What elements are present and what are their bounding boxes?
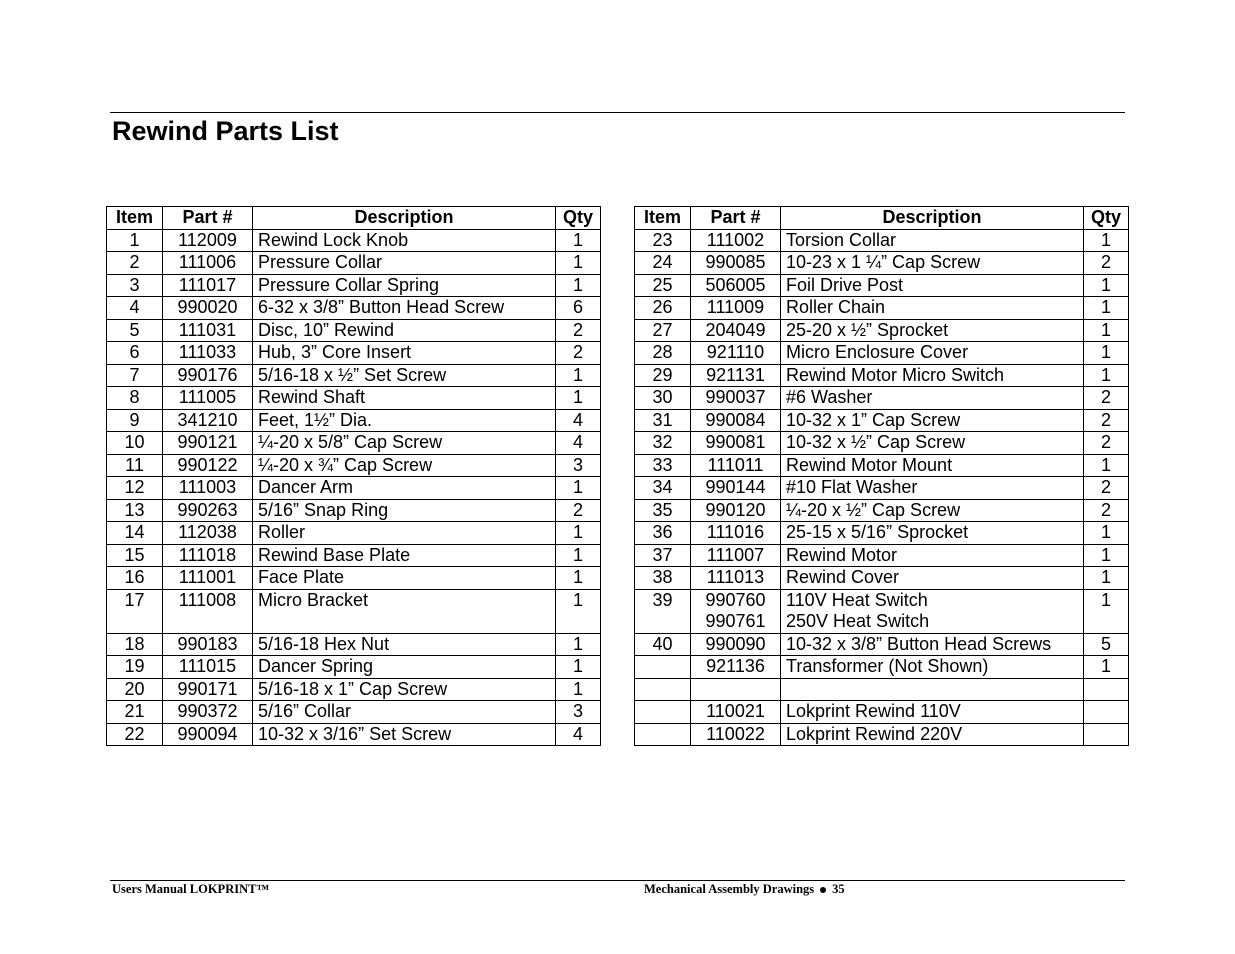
header-item: Item <box>107 207 163 230</box>
description-cell: Rewind Motor Micro Switch <box>781 364 1084 387</box>
qty-cell: 1 <box>556 656 601 679</box>
part-number-cell: 111008 <box>163 589 253 633</box>
item-cell: 11 <box>107 454 163 477</box>
description-cell: 5/16-18 x ½” Set Screw <box>253 364 556 387</box>
item-cell: 10 <box>107 432 163 455</box>
part-number-cell: 111003 <box>163 477 253 500</box>
qty-cell: 4 <box>556 409 601 432</box>
header-qty: Qty <box>556 207 601 230</box>
part-number-cell: 111017 <box>163 274 253 297</box>
parts-table-right <box>634 206 1129 746</box>
parts-table-left <box>106 206 601 746</box>
item-cell <box>635 723 691 746</box>
description-cell: 110V Heat Switch 250V Heat Switch <box>781 589 1084 633</box>
qty-cell: 5 <box>1084 633 1129 656</box>
part-number-cell: 112009 <box>163 229 253 252</box>
qty-cell: 1 <box>556 544 601 567</box>
description-cell: Rewind Shaft <box>253 387 556 410</box>
item-cell: 36 <box>635 522 691 545</box>
qty-cell: 1 <box>1084 319 1129 342</box>
table-row <box>107 409 601 432</box>
description-cell: Rewind Motor <box>781 544 1084 567</box>
description-cell: Rewind Motor Mount <box>781 454 1084 477</box>
qty-cell: 1 <box>1084 297 1129 320</box>
item-cell: 24 <box>635 252 691 275</box>
qty-cell: 2 <box>1084 499 1129 522</box>
qty-cell: 1 <box>556 364 601 387</box>
description-cell: ¼-20 x ½” Cap Screw <box>781 499 1084 522</box>
description-cell: 5/16-18 x 1” Cap Screw <box>253 678 556 701</box>
table-row <box>635 723 1129 746</box>
table-header-row <box>635 207 1129 230</box>
qty-cell: 2 <box>1084 387 1129 410</box>
part-number-cell: 990020 <box>163 297 253 320</box>
qty-cell: 4 <box>556 432 601 455</box>
table-row <box>107 723 601 746</box>
item-cell: 21 <box>107 701 163 724</box>
item-cell: 18 <box>107 633 163 656</box>
item-cell: 37 <box>635 544 691 567</box>
part-number-cell: 111009 <box>691 297 781 320</box>
item-cell: 30 <box>635 387 691 410</box>
part-number-cell: 990760 990761 <box>691 589 781 633</box>
table-row <box>635 387 1129 410</box>
description-cell: 10-23 x 1 ¼” Cap Screw <box>781 252 1084 275</box>
item-cell: 27 <box>635 319 691 342</box>
part-number-cell: 990263 <box>163 499 253 522</box>
item-cell: 13 <box>107 499 163 522</box>
part-number-cell: 111016 <box>691 522 781 545</box>
item-cell: 15 <box>107 544 163 567</box>
table-row <box>107 567 601 590</box>
description-cell: 10-32 x ½” Cap Screw <box>781 432 1084 455</box>
qty-cell: 1 <box>1084 454 1129 477</box>
item-cell: 35 <box>635 499 691 522</box>
qty-cell: 2 <box>1084 252 1129 275</box>
item-cell: 25 <box>635 274 691 297</box>
qty-cell <box>1084 723 1129 746</box>
qty-cell <box>1084 701 1129 724</box>
description-cell: Lokprint Rewind 220V <box>781 723 1084 746</box>
table-row <box>107 364 601 387</box>
item-cell: 7 <box>107 364 163 387</box>
header-part: Part # <box>691 207 781 230</box>
table-row <box>107 387 601 410</box>
qty-cell: 1 <box>1084 522 1129 545</box>
table-row <box>635 633 1129 656</box>
table-row <box>635 567 1129 590</box>
table-row <box>635 364 1129 387</box>
part-number-cell: 990176 <box>163 364 253 387</box>
table-row <box>635 454 1129 477</box>
qty-cell: 1 <box>1084 567 1129 590</box>
description-cell: Dancer Arm <box>253 477 556 500</box>
description-cell: Hub, 3” Core Insert <box>253 342 556 365</box>
qty-cell: 1 <box>556 678 601 701</box>
description-cell: Rewind Base Plate <box>253 544 556 567</box>
description-cell: 25-15 x 5/16” Sprocket <box>781 522 1084 545</box>
item-cell: 38 <box>635 567 691 590</box>
qty-cell: 1 <box>1084 656 1129 679</box>
description-cell: 6-32 x 3/8” Button Head Screw <box>253 297 556 320</box>
part-number-cell: 111005 <box>163 387 253 410</box>
item-cell: 4 <box>107 297 163 320</box>
qty-cell: 3 <box>556 454 601 477</box>
qty-cell: 2 <box>556 499 601 522</box>
item-cell: 9 <box>107 409 163 432</box>
description-cell: 5/16” Snap Ring <box>253 499 556 522</box>
description-cell: 10-32 x 3/8” Button Head Screws <box>781 633 1084 656</box>
part-number-cell: 990122 <box>163 454 253 477</box>
item-cell: 5 <box>107 319 163 342</box>
part-number-cell: 111002 <box>691 229 781 252</box>
qty-cell: 1 <box>556 252 601 275</box>
item-cell: 40 <box>635 633 691 656</box>
item-cell <box>635 678 691 701</box>
item-cell: 12 <box>107 477 163 500</box>
part-number-cell: 990084 <box>691 409 781 432</box>
parts-table-right-body <box>635 229 1129 746</box>
table-row <box>107 522 601 545</box>
part-number-cell: 990081 <box>691 432 781 455</box>
footer-rule <box>110 880 1125 881</box>
item-cell <box>635 656 691 679</box>
part-number-cell: 111013 <box>691 567 781 590</box>
description-cell: ¼-20 x 5/8” Cap Screw <box>253 432 556 455</box>
item-cell: 22 <box>107 723 163 746</box>
table-row <box>107 432 601 455</box>
part-number-cell: 110021 <box>691 701 781 724</box>
table-row <box>635 678 1129 701</box>
description-cell: Roller <box>253 522 556 545</box>
header-qty: Qty <box>1084 207 1129 230</box>
table-row <box>107 589 601 633</box>
part-number-cell: 990171 <box>163 678 253 701</box>
table-row <box>107 477 601 500</box>
table-row <box>635 229 1129 252</box>
item-cell: 3 <box>107 274 163 297</box>
part-number-cell: 506005 <box>691 274 781 297</box>
part-number-cell: 111001 <box>163 567 253 590</box>
qty-cell: 6 <box>556 297 601 320</box>
item-cell: 17 <box>107 589 163 633</box>
description-cell: Lokprint Rewind 110V <box>781 701 1084 724</box>
table-row <box>635 432 1129 455</box>
part-number-cell: 921136 <box>691 656 781 679</box>
part-number-cell: 990144 <box>691 477 781 500</box>
qty-cell: 2 <box>1084 477 1129 500</box>
part-number-cell: 111031 <box>163 319 253 342</box>
part-number-cell: 990121 <box>163 432 253 455</box>
item-cell: 31 <box>635 409 691 432</box>
description-cell: Pressure Collar <box>253 252 556 275</box>
table-row <box>635 342 1129 365</box>
part-number-cell: 990085 <box>691 252 781 275</box>
table-row <box>635 499 1129 522</box>
table-row <box>635 544 1129 567</box>
qty-cell: 1 <box>1084 544 1129 567</box>
qty-cell: 1 <box>556 522 601 545</box>
part-number-cell: 111018 <box>163 544 253 567</box>
qty-cell: 1 <box>1084 274 1129 297</box>
table-row <box>107 499 601 522</box>
table-row <box>635 319 1129 342</box>
table-row <box>107 701 601 724</box>
table-row <box>635 274 1129 297</box>
qty-cell: 1 <box>556 633 601 656</box>
description-cell: Torsion Collar <box>781 229 1084 252</box>
description-cell: Face Plate <box>253 567 556 590</box>
item-cell: 26 <box>635 297 691 320</box>
table-row <box>107 544 601 567</box>
part-number-cell: 111007 <box>691 544 781 567</box>
description-cell: 5/16” Collar <box>253 701 556 724</box>
table-row <box>635 252 1129 275</box>
item-cell: 14 <box>107 522 163 545</box>
item-cell: 19 <box>107 656 163 679</box>
footer-section <box>644 882 845 897</box>
table-row <box>107 297 601 320</box>
table-row <box>107 229 601 252</box>
qty-cell: 1 <box>556 567 601 590</box>
item-cell: 23 <box>635 229 691 252</box>
qty-cell: 1 <box>1084 364 1129 387</box>
table-row <box>107 274 601 297</box>
qty-cell: 4 <box>556 723 601 746</box>
header-description: Description <box>781 207 1084 230</box>
table-row <box>107 252 601 275</box>
qty-cell: 2 <box>556 342 601 365</box>
item-cell: 34 <box>635 477 691 500</box>
footer-manual-title: Users Manual LOKPRINT™ <box>112 882 269 896</box>
description-cell: Micro Enclosure Cover <box>781 342 1084 365</box>
qty-cell: 2 <box>1084 432 1129 455</box>
table-row <box>107 319 601 342</box>
header-description: Description <box>253 207 556 230</box>
part-number-cell: 921110 <box>691 342 781 365</box>
description-cell <box>781 678 1084 701</box>
page-title: Rewind Parts List <box>112 116 339 146</box>
item-cell: 28 <box>635 342 691 365</box>
table-row <box>107 678 601 701</box>
description-cell: ¼-20 x ¾” Cap Screw <box>253 454 556 477</box>
bullet-icon <box>820 887 826 893</box>
part-number-cell: 341210 <box>163 409 253 432</box>
item-cell: 32 <box>635 432 691 455</box>
description-cell: Foil Drive Post <box>781 274 1084 297</box>
table-row <box>635 589 1129 633</box>
footer-section-title: Mechanical Assembly Drawings <box>644 882 815 896</box>
item-cell <box>635 701 691 724</box>
description-cell: Roller Chain <box>781 297 1084 320</box>
table-row <box>635 477 1129 500</box>
item-cell: 6 <box>107 342 163 365</box>
table-row <box>107 656 601 679</box>
description-cell: Transformer (Not Shown) <box>781 656 1084 679</box>
description-cell: 10-32 x 3/16” Set Screw <box>253 723 556 746</box>
description-cell: Pressure Collar Spring <box>253 274 556 297</box>
page-number: 35 <box>832 882 845 896</box>
part-number-cell: 990090 <box>691 633 781 656</box>
part-number-cell: 112038 <box>163 522 253 545</box>
item-cell: 29 <box>635 364 691 387</box>
description-cell: 10-32 x 1” Cap Screw <box>781 409 1084 432</box>
header-part: Part # <box>163 207 253 230</box>
qty-cell: 1 <box>1084 229 1129 252</box>
qty-cell: 1 <box>556 229 601 252</box>
description-cell: Rewind Cover <box>781 567 1084 590</box>
part-number-cell: 921131 <box>691 364 781 387</box>
qty-cell: 1 <box>1084 342 1129 365</box>
part-number-cell: 111011 <box>691 454 781 477</box>
part-number-cell: 990372 <box>163 701 253 724</box>
description-cell: Rewind Lock Knob <box>253 229 556 252</box>
item-cell: 33 <box>635 454 691 477</box>
item-cell: 8 <box>107 387 163 410</box>
table-row <box>635 297 1129 320</box>
qty-cell: 2 <box>1084 409 1129 432</box>
table-row <box>107 633 601 656</box>
item-cell: 1 <box>107 229 163 252</box>
qty-cell: 1 <box>556 589 601 633</box>
description-cell: Feet, 1½” Dia. <box>253 409 556 432</box>
part-number-cell: 990037 <box>691 387 781 410</box>
header-rule <box>110 112 1125 113</box>
table-header-row <box>107 207 601 230</box>
item-cell: 2 <box>107 252 163 275</box>
table-row <box>107 454 601 477</box>
description-cell: Micro Bracket <box>253 589 556 633</box>
qty-cell: 1 <box>1084 589 1129 633</box>
table-row <box>635 522 1129 545</box>
part-number-cell <box>691 678 781 701</box>
item-cell: 16 <box>107 567 163 590</box>
item-cell: 39 <box>635 589 691 633</box>
part-number-cell: 204049 <box>691 319 781 342</box>
part-number-cell: 111015 <box>163 656 253 679</box>
table-row <box>635 656 1129 679</box>
description-cell: 5/16-18 Hex Nut <box>253 633 556 656</box>
parts-table-left-body <box>107 229 601 746</box>
qty-cell: 1 <box>556 387 601 410</box>
description-cell: 25-20 x ½” Sprocket <box>781 319 1084 342</box>
table-row <box>635 409 1129 432</box>
header-item: Item <box>635 207 691 230</box>
description-cell: #10 Flat Washer <box>781 477 1084 500</box>
part-number-cell: 110022 <box>691 723 781 746</box>
table-row <box>107 342 601 365</box>
description-cell: Disc, 10” Rewind <box>253 319 556 342</box>
qty-cell: 1 <box>556 274 601 297</box>
part-number-cell: 111006 <box>163 252 253 275</box>
qty-cell <box>1084 678 1129 701</box>
description-cell: Dancer Spring <box>253 656 556 679</box>
table-row <box>635 701 1129 724</box>
part-number-cell: 111033 <box>163 342 253 365</box>
qty-cell: 1 <box>556 477 601 500</box>
item-cell: 20 <box>107 678 163 701</box>
qty-cell: 2 <box>556 319 601 342</box>
qty-cell: 3 <box>556 701 601 724</box>
part-number-cell: 990183 <box>163 633 253 656</box>
part-number-cell: 990094 <box>163 723 253 746</box>
description-cell: #6 Washer <box>781 387 1084 410</box>
part-number-cell: 990120 <box>691 499 781 522</box>
